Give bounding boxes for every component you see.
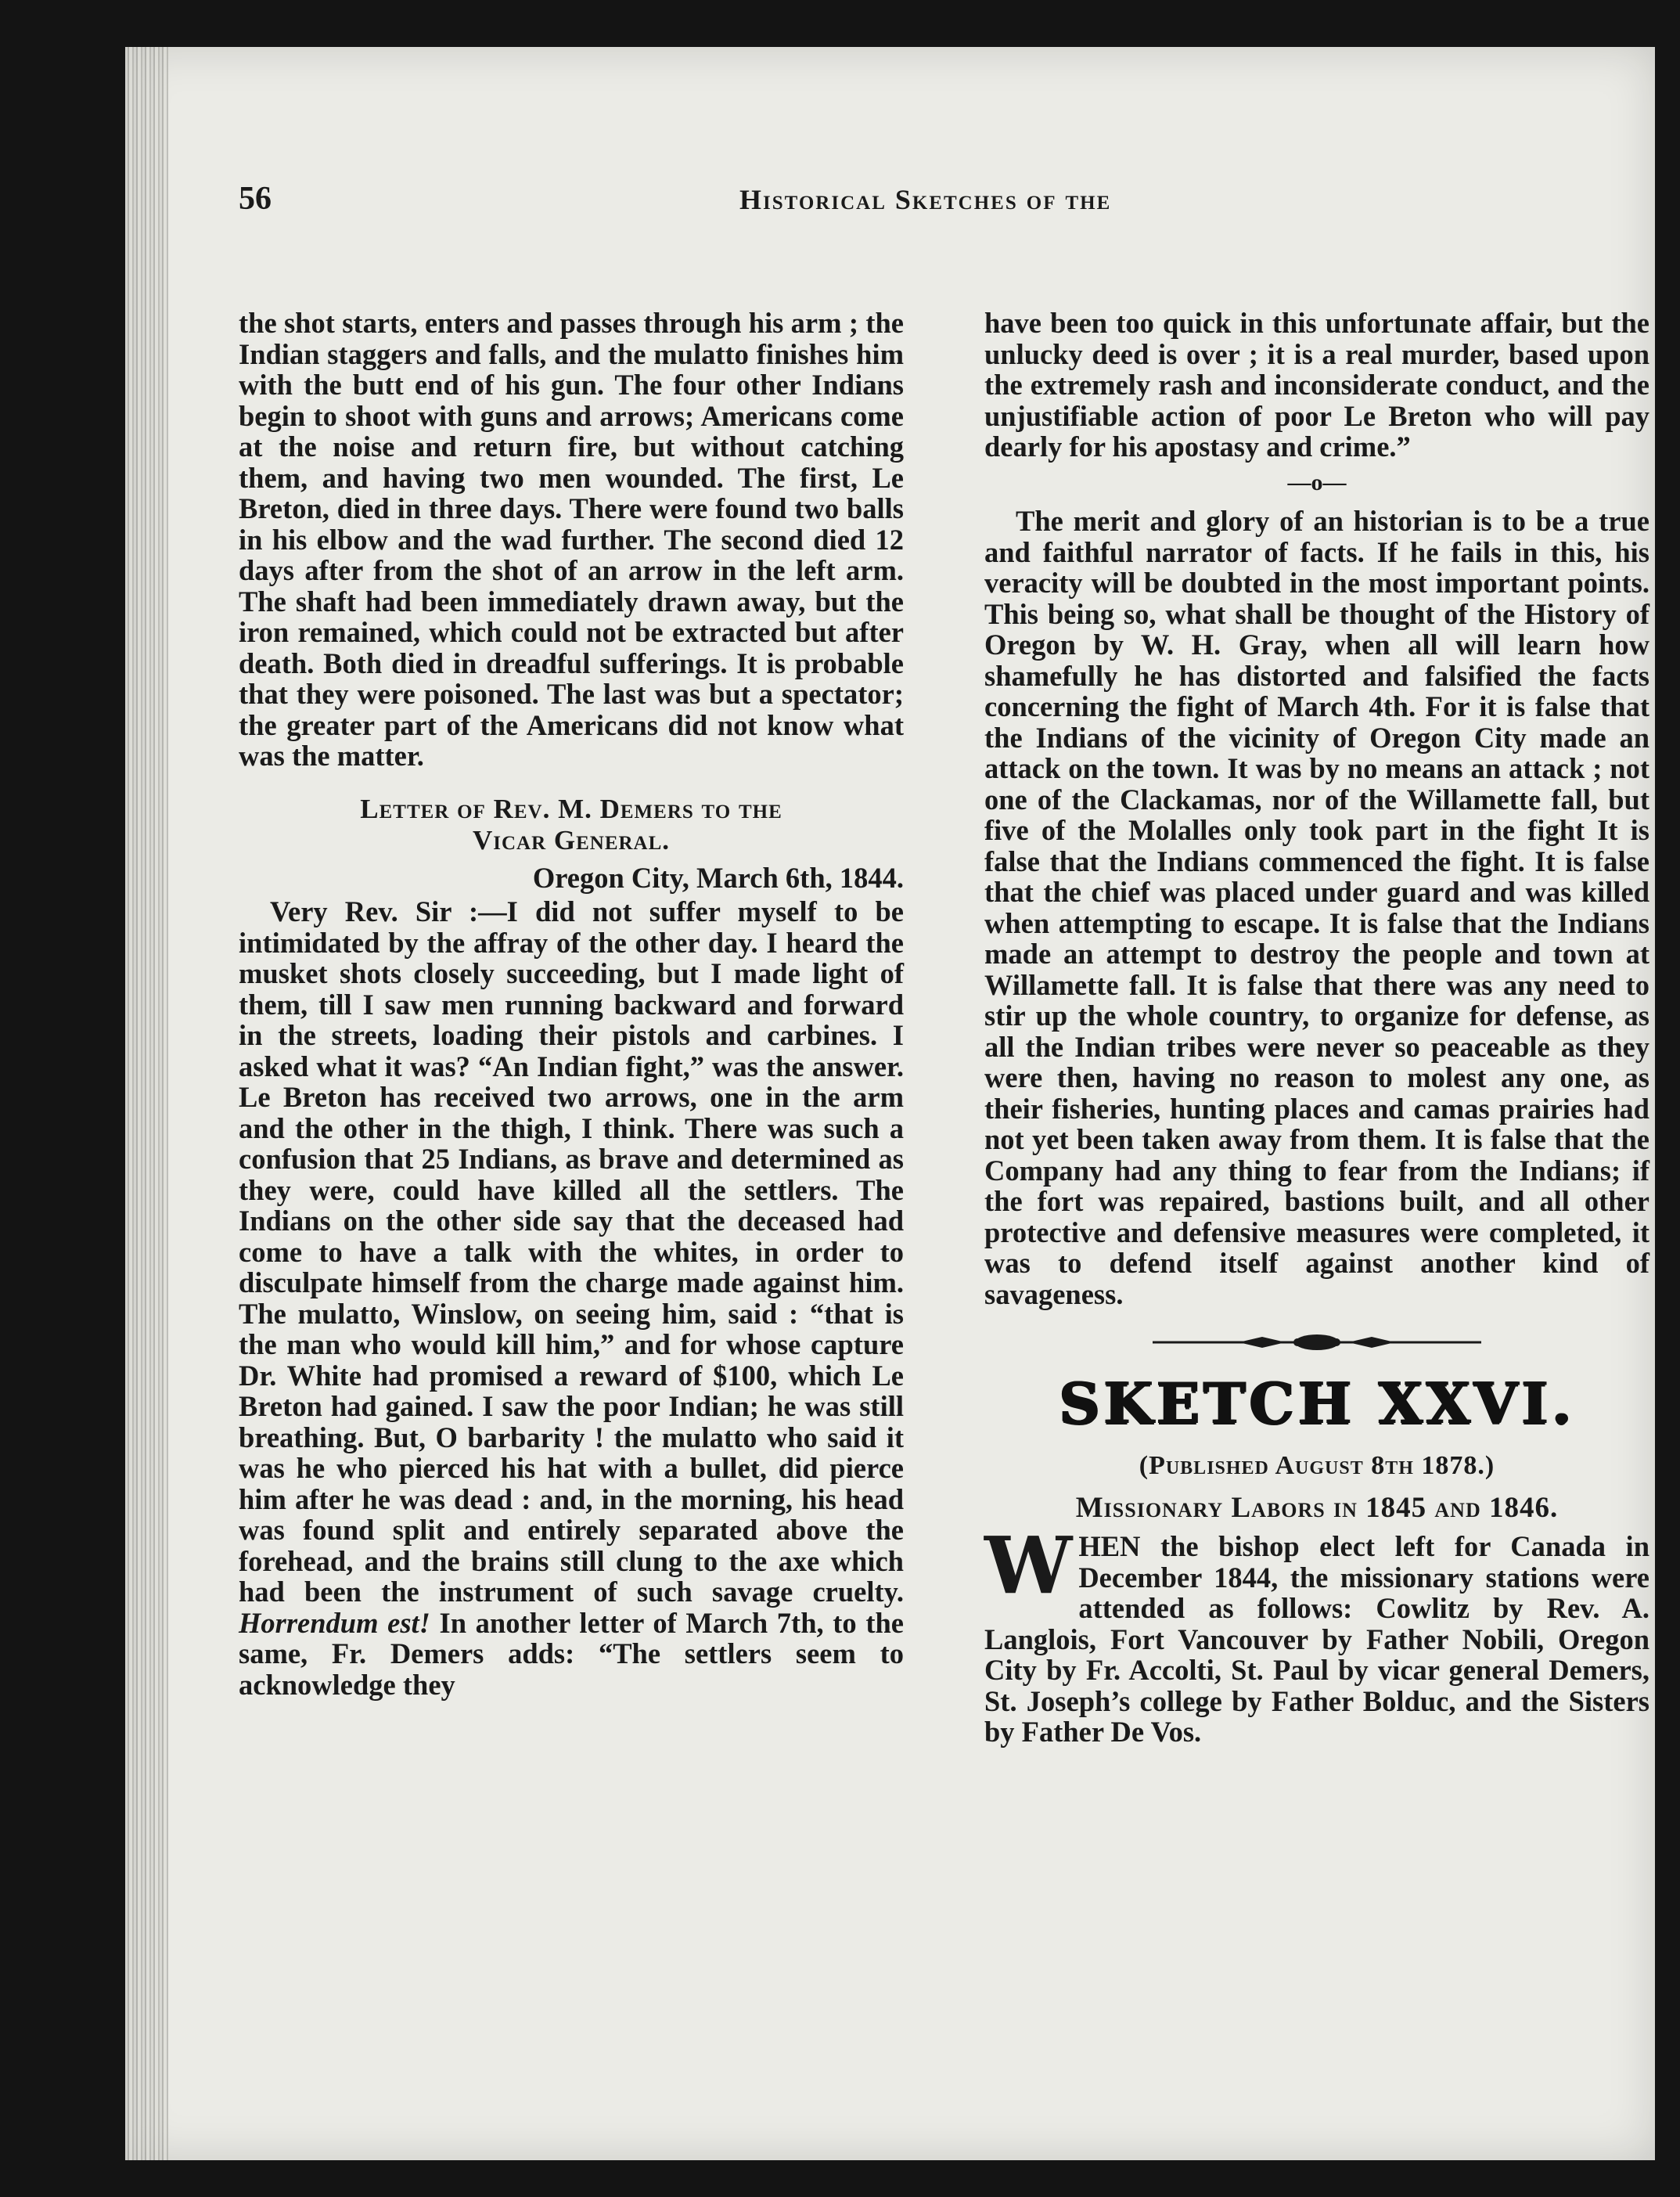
right-paragraph-3 (984, 1519, 1649, 1748)
page-number: 56 (239, 181, 272, 217)
right-paragraph-2: The merit and glory of an historian is to be a true and faithful narrator of facts. If he fails in this, his veracity will be doubted in the most important points. This being so, what shall be thought of the History of Oregon by W. H. Gray, when all will learn how shamefully he has distorted and falsified the facts concerning the fight of March 4th. For it is false that the Indians of the vicinity of Oregon City made an attack on the town. It was by no means an attack ; not one of the Clackamas, nor of the Willamette fall, but five of the Molalles only took part in the fight It is false that the Indians commenced the fight. It is false that the chief was placed under guard and was killed when attempting to escape. It is false that the Indians made an attempt to destroy the people and town at Willamette fall. It is false that there was any need to stir up the whole country, to organize for defense, as all the Indian tribes were never so peaceable as they were then, having no reason to molest any one, as their fisheries, hunting places and camas prairies had not yet been taken away from them. It is false that the Company had any thing to fear from the Indians; if the fort was repaired, bastions built, and all other protective and defensive measures were completed, it was to defend itself against another kind of savageness. (984, 505, 1649, 1310)
paragraph-3-text: HEN the bishop elect left for Canada in December 1844, the missionary stations were attended as follows: Cowlitz by Rev. A. Langlois, Fort Vancouver by Father Nobili, Oregon City by Fr. Accolti, St. Paul by vicar general Demers, St. Joseph’s college by Father Bolduc, and the Sisters by Father De Vos. (984, 1530, 1649, 1748)
letter-heading-line-2: Vicar General. (472, 824, 671, 855)
drop-cap: W (984, 1519, 1073, 1612)
letter-paragraph (239, 896, 904, 1700)
letter-dateline: Oregon City, March 6th, 1844. (532, 861, 904, 894)
letter-heading (239, 794, 904, 856)
right-paragraph-1: have been too quick in this unfortunate affair, but the unlucky deed is over ; it is a real murder, based upon the extremely rash and inconsiderate conduct, and the unjustifiable action of poor Le Breton who will pay dearly for his apostasy and crime.” (984, 307, 1649, 463)
book-page (125, 47, 1655, 2160)
binding-edge (125, 47, 168, 2160)
running-head: Historical Sketches of the (739, 184, 1112, 215)
section-divider: —o— (1287, 469, 1347, 495)
latin-phrase: Horrendum est! (239, 1606, 430, 1639)
letter-heading-line-1: Letter of Rev. M. Demers to the (360, 793, 782, 824)
letter-text-end: In another letter of March 7th, to the same, Fr. Demers adds: “The settlers seem to acknowledge they (239, 1606, 904, 1701)
page-header (239, 180, 1498, 227)
left-column (239, 308, 904, 1700)
publication-note: (Published August 8th 1878.) (1139, 1451, 1495, 1480)
left-paragraph-1: the shot starts, enters and passes through his arm ; the Indian staggers and falls, and the mulatto finishes him with the butt end of his gun. The four other Indians begin to shoot with guns and arrows; Americans come at the noise and return fire, but without catching them, and having two men wounded. The first, Le Breton, died in three days. There were found two balls in his elbow and the wad further. The second died 12 days after from the shot of an arrow in the left arm. The shaft had been immediately drawn away, but the iron remained, which could not be extracted but after death. Both died in dreadful sufferings. It is probable that they were poisoned. The last was but a spectator; the greater part of the Americans did not know what was the matter. (239, 307, 904, 772)
ornament-rule-icon (1153, 1333, 1481, 1352)
sketch-title: SKETCH XXVI. (1059, 1370, 1575, 1436)
letter-text: Very Rev. Sir :—I did not suffer myself to be intimidated by the affray of the other day. I heard the musket shots closely succeeding, but I made light of them, till I saw men running backward and forward in the streets, loading their pistols and carbines. I asked what it was? “An Indian fight,” was the answer. Le Breton has received two arrows, one in the arm and the other in the thigh, I think. There was such a confusion that 25 Indians, as brave and determined as they were, could have killed all the settlers. The Indians on the other side say that the deceased had come to have a talk with the whites, in order to disculpate himself from the charge made against him. The mulatto, Winslow, on seeing him, said : “that is the man who would kill him,” and for whose capture Dr. White had promised a reward of $100, which Le Breton had gained. I saw the poor Indian; he was still breathing. But, O barbarity ! the mulatto who said it was he who pierced his hat with a bullet, did pierce him after he was dead : and, in the morning, his head was found split and entirely separated above the forehead, and the brains still clung to the axe which had been the instrument of such savage cruelty. (239, 895, 904, 1608)
right-column (984, 308, 1649, 1748)
section-title: Missionary Labors in 1845 and 1846. (1075, 1491, 1559, 1524)
